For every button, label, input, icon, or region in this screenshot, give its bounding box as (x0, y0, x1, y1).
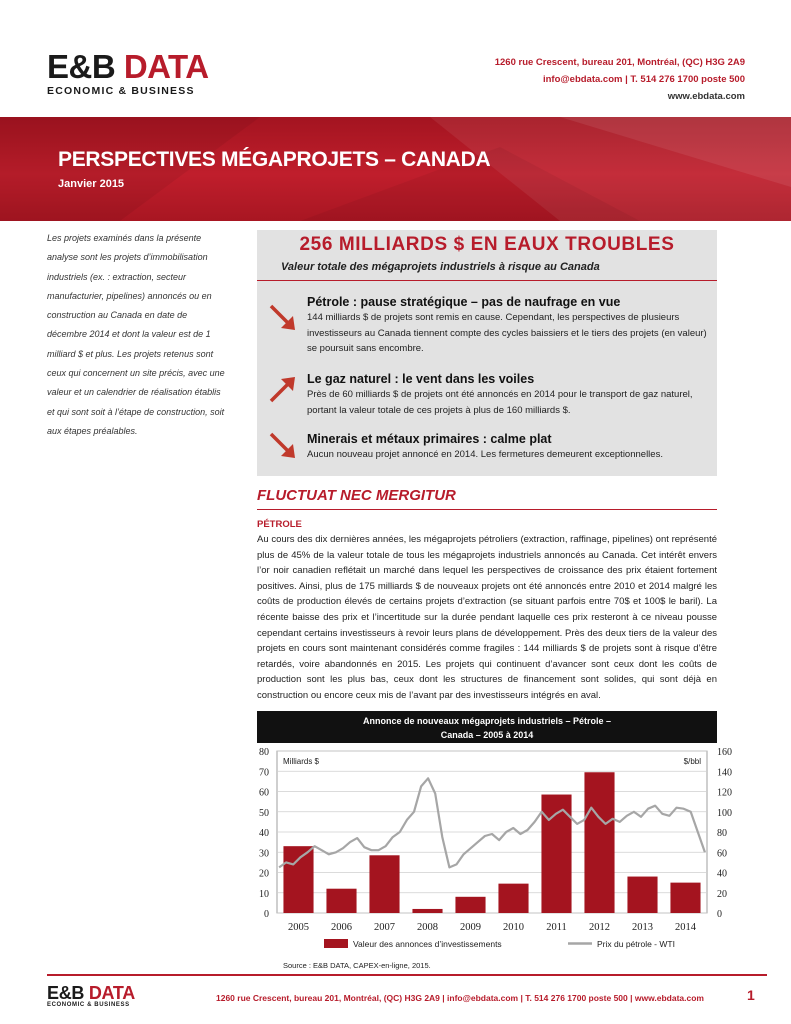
y-right-tick-label: 80 (717, 828, 727, 839)
company-logo (47, 50, 209, 97)
legend-label-line: Prix du pétrole - WTI (597, 939, 675, 949)
x-tick-label: 2013 (632, 922, 653, 933)
header-website[interactable]: www.ebdata.com (667, 91, 745, 102)
header-address: 1260 rue Crescent, bureau 201, Montréal, (QC) H3G 2A9 (494, 57, 745, 68)
page-date: Janvier 2015 (58, 178, 125, 190)
y-left-tick-label: 40 (259, 828, 269, 839)
item-heading: Minerais et métaux primaires : calme plat (307, 432, 552, 446)
x-tick-label: 2007 (374, 922, 395, 933)
y-left-axis-label: Milliards $ (283, 757, 320, 766)
highlight-item-petrole (307, 294, 712, 357)
chart-bar (412, 909, 442, 913)
x-tick-label: 2005 (288, 922, 309, 933)
y-right-tick-label: 120 (717, 787, 732, 799)
section-body: Au cours des dix dernières années, les mégaprojets pétroliers (extraction, raffinage, pipelines) ont représenté plus de 45% de la valeur totale de tous les mégaprojets industriels annoncés au Canada. Cet intérêt envers l’or noir canadien reflétait un marché dans lequel les perspectives de croissance des prix étaient fortement positives. Ainsi, plus de 175 milliards $ de nouveaux projets ont été annoncés entre 2010 et 2014 malgré les coûts de production élevés de certains projets d’extraction (se situant parfois entre 70$ et 100$ le baril). La récente baisse des prix et l’incertitude sur la durée pendant laquelle ces prix resteront à ce niveau pousse cependant certains investisseurs à revoir leurs plans de développement. Près des deux tiers de la valeur des projets en cours sont maintenant considérés comme fragiles : 144 milliards $ de projets sont à risque d’être retardés, voire abandonnés en 2015. Les projets qui continuent d’avancer sont ceux dont les coûts de production sont les plus bas, ceux dont les structures de financement sont solides, qui sont déjà en construction ou encore ceux mis de l’avant par des investisseurs intégrés en aval. (257, 534, 717, 701)
chart-bar (326, 889, 356, 913)
x-tick-label: 2012 (589, 922, 610, 933)
chart-title-line1: Annonce de nouveaux mégaprojets industriels – Pétrole – (362, 716, 612, 726)
arrow-down-icon (267, 302, 299, 334)
logo-subtitle: ECONOMIC & BUSINESS (47, 85, 195, 97)
x-tick-label: 2008 (417, 922, 438, 933)
x-tick-label: 2010 (503, 922, 524, 933)
item-heading: Le gaz naturel : le vent dans les voiles (307, 372, 535, 386)
header-contact (495, 54, 745, 105)
logo-text: E&B DATA (47, 48, 209, 85)
footer-logo (47, 984, 135, 1008)
y-left-tick-label: 10 (259, 888, 269, 900)
section-label: PÉTROLE (257, 519, 302, 530)
highlight-item-gaz (307, 371, 712, 418)
chart-bar (627, 877, 657, 913)
chart-title-line2: Canada – 2005 à 2014 (440, 730, 534, 740)
chart-bar (584, 772, 614, 913)
section-divider (257, 509, 717, 510)
legend-label-bars: Valeur des annonces d’investissements (353, 939, 502, 949)
header-email-phone[interactable]: info@ebdata.com | T. 514 276 1700 poste 500 (542, 74, 745, 85)
section-title: FLUCTUAT NEC MERGITUR (257, 487, 456, 504)
footer-divider (47, 974, 767, 976)
footer-logo-text: E&B DATA (47, 983, 135, 1003)
y-left-tick-label: 80 (259, 747, 269, 758)
x-tick-label: 2014 (675, 922, 696, 933)
chart-bar (283, 846, 313, 913)
y-left-tick-label: 70 (259, 767, 269, 779)
y-right-tick-label: 140 (717, 767, 732, 779)
chart-title (257, 711, 717, 743)
y-right-axis-label: $/bbl (683, 757, 701, 766)
item-text: Aucun nouveau projet annoncé en 2014. Les fermetures demeurent exceptionnelles. (307, 449, 663, 460)
highlight-box (257, 230, 717, 476)
highlight-subtitle: Valeur totale des mégaprojets industriels à risque au Canada (281, 261, 600, 273)
y-left-tick-label: 50 (259, 807, 269, 819)
chart-bar (455, 897, 485, 913)
bar-line-chart (240, 743, 740, 959)
legend-swatch-bars (324, 939, 348, 948)
highlight-item-minerais (307, 431, 712, 463)
item-text: 144 milliards $ de projets sont remis en cause. Cependant, les perspectives de plusieurs investisseurs au Canada tiennent compte des cycles baissiers et le tiers des projets (en valeur) se poursuit sans encombre. (307, 312, 707, 354)
x-tick-label: 2006 (331, 922, 352, 933)
y-left-tick-label: 20 (259, 868, 269, 880)
y-right-tick-label: 20 (717, 888, 727, 900)
page-number: 1 (747, 987, 755, 1003)
y-left-tick-label: 60 (259, 787, 269, 799)
chart-source: Source : E&B DATA, CAPEX-en-ligne, 2015. (283, 961, 431, 970)
page-title: PERSPECTIVES MÉGAPROJETS – CANADA (58, 148, 491, 171)
chart-bar (369, 855, 399, 913)
y-right-tick-label: 0 (717, 909, 722, 920)
y-left-tick-label: 0 (264, 909, 269, 920)
footer-logo-subtitle: ECONOMIC & BUSINESS (47, 1002, 130, 1008)
x-tick-label: 2011 (546, 922, 567, 933)
y-left-tick-label: 30 (259, 848, 269, 860)
sidebar-note: Les projets examinés dans la présente analyse sont les projets d’immobilisation industriels (ex. : extraction, secteur manufacturier, pipelines) annoncés ou en construction au Canada en date de décembre 2014 et dont la valeur est de 1 milliard $ et plus. Les projets retenus sont ceux qui concernent un site précis, avec une valeur et un calendrier de réalisation établis et qui sont soit à l’étape de construction, soit aux étapes préalables. (47, 233, 225, 436)
chart-bar (498, 884, 528, 913)
y-right-tick-label: 60 (717, 848, 727, 860)
item-heading: Pétrole : pause stratégique – pas de naufrage en vue (307, 295, 621, 309)
arrow-down-icon (267, 430, 299, 462)
highlight-title: 256 MILLIARDS $ EN EAUX TROUBLES (299, 234, 675, 255)
y-right-tick-label: 160 (717, 747, 732, 758)
x-tick-label: 2009 (460, 922, 481, 933)
y-right-tick-label: 100 (717, 807, 732, 819)
chart-bar (670, 883, 700, 913)
y-right-tick-label: 40 (717, 868, 727, 880)
highlight-divider (257, 280, 717, 281)
item-text: Près de 60 milliards $ de projets ont été annoncés en 2014 pour le transport de gaz naturel, portant la valeur totale de ces projets à plus de 160 milliards $. (307, 389, 693, 416)
footer-contact: 1260 rue Crescent, bureau 201, Montréal, (QC) H3G 2A9 | info@ebdata.com | T. 514 276 1700 poste 500 | www.ebdata.com (216, 993, 704, 1003)
arrow-up-icon (267, 373, 299, 405)
